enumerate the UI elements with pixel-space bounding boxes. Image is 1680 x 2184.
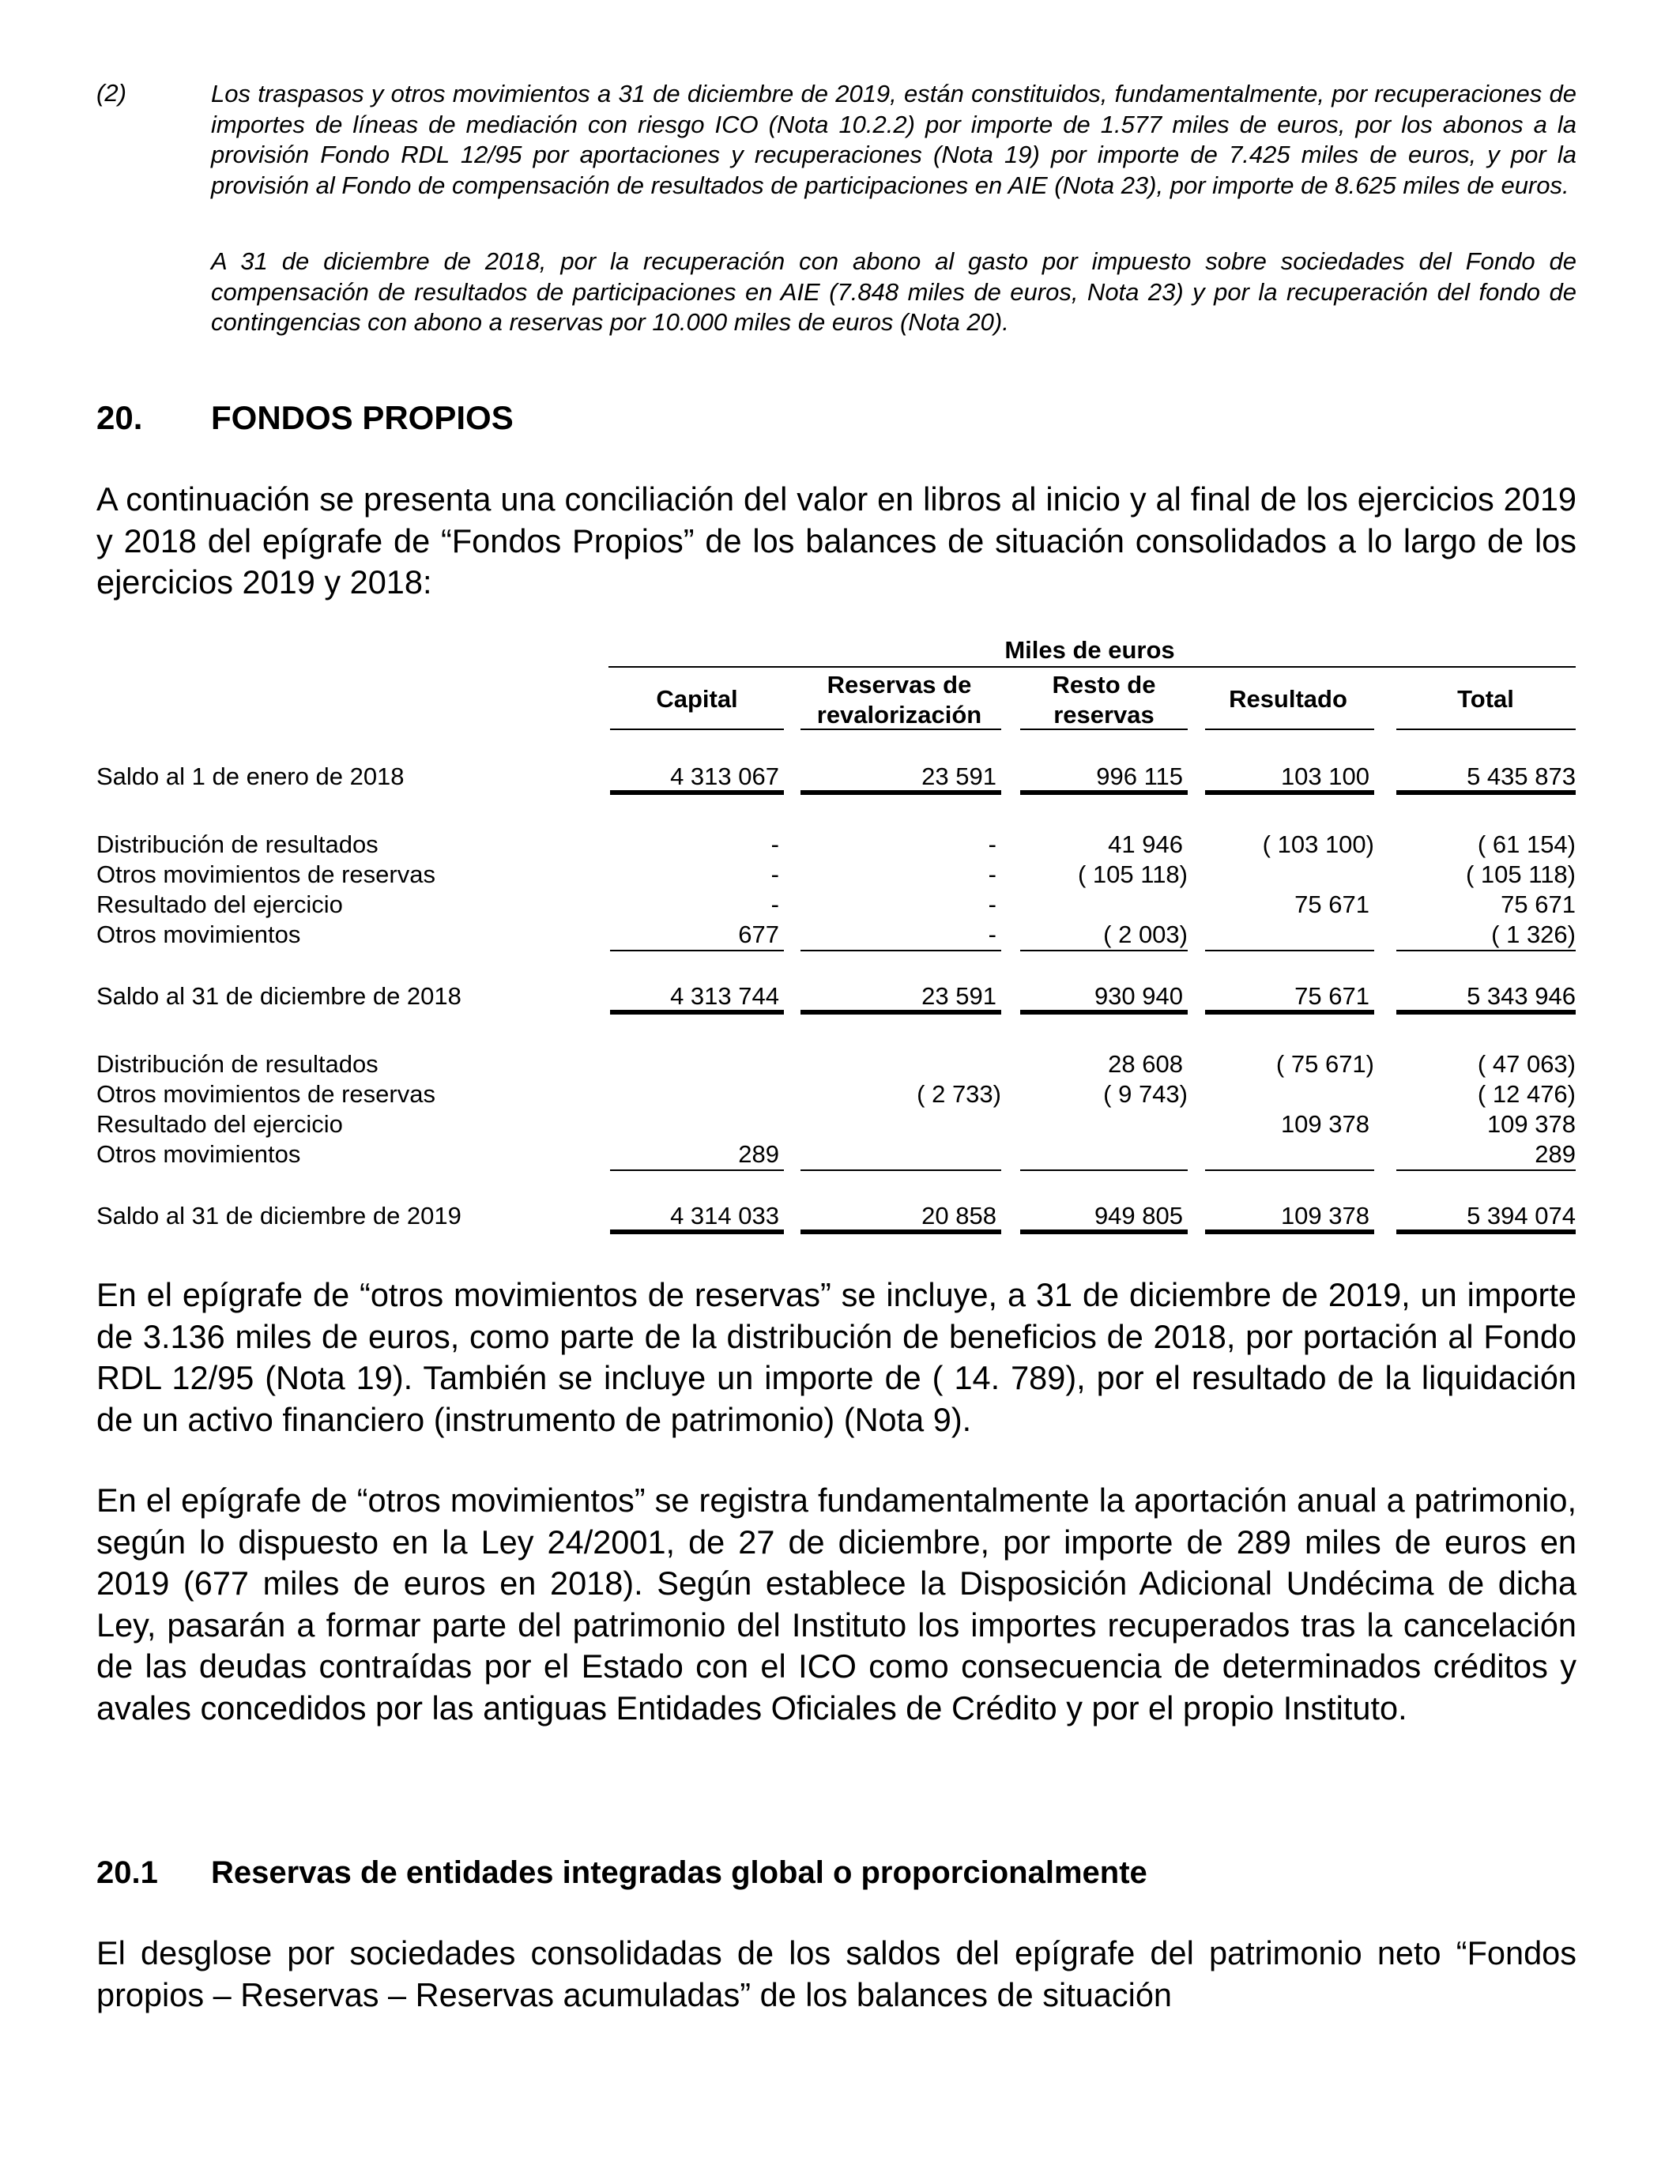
balance-rule bbox=[610, 1229, 784, 1234]
table-cell: 677 bbox=[738, 921, 779, 948]
table-cell: ( 103 100) bbox=[1262, 830, 1374, 858]
table-cell: 75 671 bbox=[1501, 891, 1576, 918]
table-cell: 103 100 bbox=[1280, 763, 1369, 790]
table-cell: 949 805 bbox=[1094, 1202, 1183, 1229]
row-label: Otros movimientos de reservas bbox=[96, 1080, 435, 1108]
subtotal-rule bbox=[610, 1169, 784, 1171]
subtotal-rule bbox=[1205, 1169, 1374, 1171]
col-underline bbox=[1205, 729, 1374, 730]
section-intro-paragraph: A continuación se presenta una conciliación del valor en libros al inicio y al final de los ejercicios 2019 y 2018 del epígrafe de “Fondos Propios” de los balances de situación consolidados a lo largo de los ejercicios 2019 y 2018: bbox=[96, 480, 1576, 601]
table-cell: ( 75 671) bbox=[1275, 1050, 1374, 1078]
footnote-paragraph-1: Los traspasos y otros movimientos a 31 de diciembre de 2019, están constituidos, fundamentalmente, por recuperaciones de importes de líneas de mediación con riesgo ICO (Nota 10.2.2) por importe de 1.577 miles de euros, por los abonos a la provisión Fondo RDL 12/95 por aportaciones y recuperaciones (Nota 19) por importe de 7.425 miles de euros, y por la provisión al Fondo de compensación de resultados de participaciones en AIE (Nota 23), por importe de 8.625 miles de euros. bbox=[211, 80, 1576, 199]
col-header-resto-reservas: Resto de reservas bbox=[1052, 671, 1156, 729]
subsection-number: 20.1 bbox=[96, 1855, 158, 1890]
subtotal-rule bbox=[1205, 950, 1374, 951]
table-cell: 75 671 bbox=[1294, 891, 1369, 918]
col-underline bbox=[1020, 729, 1188, 730]
table-cell: ( 47 063) bbox=[1477, 1050, 1576, 1078]
subtotal-rule bbox=[1020, 1169, 1188, 1171]
subsection-intro-paragraph: El desglose por sociedades consolidadas de los saldos del epígrafe del patrimonio neto “Fondos propios – Reservas – Reservas acumuladas” de los balances de situación bbox=[96, 1934, 1576, 2013]
header-rule bbox=[608, 666, 1576, 668]
row-label: Otros movimientos de reservas bbox=[96, 860, 435, 888]
table-cell: 4 313 744 bbox=[670, 982, 779, 1010]
footnote-paragraph-2: A 31 de diciembre de 2018, por la recuperación con abono al gasto por impuesto sobre sociedades del Fondo de compensación de resultados de participaciones en AIE (7.848 miles de euros, Nota 23) y por la recuperación del fondo de contingencias con abono a reservas por 10.000 miles de euros (Nota 20). bbox=[211, 247, 1576, 336]
col-underline bbox=[610, 729, 784, 730]
table-cell: ( 61 154) bbox=[1477, 830, 1576, 858]
row-label: Distribución de resultados bbox=[96, 1050, 379, 1078]
section-number: 20. bbox=[96, 399, 143, 436]
table-cell: 109 378 bbox=[1280, 1202, 1369, 1229]
table-cell: 23 591 bbox=[921, 982, 996, 1010]
table-cell: - bbox=[770, 830, 779, 858]
row-label: Saldo al 1 de enero de 2018 bbox=[96, 763, 405, 790]
table-cell: 109 378 bbox=[1280, 1110, 1369, 1138]
row-label: Otros movimientos bbox=[96, 921, 301, 948]
table-cell: ( 105 118) bbox=[1465, 860, 1576, 888]
table-cell: 5 435 873 bbox=[1467, 763, 1576, 790]
table-cell: 4 313 067 bbox=[670, 763, 779, 790]
table-cell: 23 591 bbox=[921, 763, 996, 790]
balance-rule bbox=[1396, 790, 1576, 795]
balance-rule bbox=[610, 790, 784, 795]
table-cell: 930 940 bbox=[1094, 982, 1183, 1010]
balance-rule bbox=[1396, 1229, 1576, 1234]
table-cell: 996 115 bbox=[1096, 763, 1183, 790]
table-cell: 289 bbox=[738, 1140, 779, 1168]
table-cell: ( 2 733) bbox=[917, 1080, 1001, 1108]
subsection-title: Reservas de entidades integradas global o proporcionalmente bbox=[211, 1855, 1147, 1890]
table-cell: 41 946 bbox=[1108, 830, 1183, 858]
balance-rule bbox=[800, 1010, 1001, 1015]
row-label: Saldo al 31 de diciembre de 2018 bbox=[96, 982, 461, 1010]
table-cell: - bbox=[988, 921, 996, 948]
paragraph-otros-movimientos-reservas: En el epígrafe de “otros movimientos de reservas” se incluye, a 31 de diciembre de 2019, un importe de 3.136 miles de euros, como parte de la distribución de beneficios de 2018, por portación al Fondo RDL 12/95 (Nota 19). También se incluye un importe de ( 14. 789), por el resultado de la liquidación de un activo financiero (instrumento de patrimonio) (Nota 9). bbox=[96, 1276, 1576, 1438]
section-title: FONDOS PROPIOS bbox=[211, 399, 514, 436]
col-header-reservas-revalorizacion: Reservas de revalorización bbox=[816, 671, 982, 729]
subtotal-rule bbox=[800, 1169, 1001, 1171]
balance-rule bbox=[800, 1229, 1001, 1234]
paragraph-otros-movimientos: En el epígrafe de “otros movimientos” se registra fundamentalmente la aportación anual a patrimonio, según lo dispuesto en la Ley 24/2001, de 27 de diciembre, por importe de 289 miles de euros en 2019 (677 miles de euros en 2018). Según establece la Disposición Adicional Undécima de dicha Ley, pasarán a formar parte del patrimonio del Instituto los importes recuperados tras la cancelación de las deudas contraídas por el Estado con el ICO como consecuencia de determinados créditos y avales concedidos por las antiguas Entidades Oficiales de Crédito y por el propio Instituto. bbox=[96, 1482, 1576, 1726]
subtotal-rule bbox=[610, 950, 784, 951]
col-header-total: Total bbox=[1457, 685, 1514, 713]
row-label: Resultado del ejercicio bbox=[96, 1110, 343, 1138]
table-cell: - bbox=[770, 860, 779, 888]
balance-rule bbox=[1020, 1010, 1188, 1015]
table-cell: 109 378 bbox=[1486, 1110, 1576, 1138]
table-cell: - bbox=[988, 891, 996, 918]
balance-rule bbox=[1205, 790, 1374, 795]
balance-rule bbox=[1205, 1010, 1374, 1015]
balance-rule bbox=[1020, 1229, 1188, 1234]
row-label: Otros movimientos bbox=[96, 1140, 301, 1168]
balance-rule bbox=[610, 1010, 784, 1015]
table-cell: 4 314 033 bbox=[670, 1202, 779, 1229]
subtotal-rule bbox=[1396, 950, 1576, 951]
table-cell: ( 1 326) bbox=[1491, 921, 1576, 948]
table-cell: - bbox=[770, 891, 779, 918]
subtotal-rule bbox=[800, 950, 1001, 951]
table-cell: 28 608 bbox=[1108, 1050, 1183, 1078]
table-cell: 75 671 bbox=[1294, 982, 1369, 1010]
table-cell: 289 bbox=[1535, 1140, 1576, 1168]
subtotal-rule bbox=[1020, 950, 1188, 951]
table-cell: ( 9 743) bbox=[1103, 1080, 1188, 1108]
row-label: Distribución de resultados bbox=[96, 830, 379, 858]
col-header-resultado: Resultado bbox=[1229, 685, 1347, 713]
balance-rule bbox=[1020, 790, 1188, 795]
footnote-marker: (2) bbox=[96, 79, 126, 107]
table-cell: 5 343 946 bbox=[1467, 982, 1576, 1010]
table-unit-header: Miles de euros bbox=[1004, 636, 1175, 664]
table-cell: ( 12 476) bbox=[1477, 1080, 1576, 1108]
row-label: Resultado del ejercicio bbox=[96, 891, 343, 918]
balance-rule bbox=[1205, 1229, 1374, 1234]
table-cell: ( 105 118) bbox=[1077, 860, 1188, 888]
col-underline bbox=[1396, 729, 1576, 730]
table-cell: 5 394 074 bbox=[1467, 1202, 1576, 1229]
balance-rule bbox=[1396, 1010, 1576, 1015]
table-cell: - bbox=[988, 860, 996, 888]
balance-rule bbox=[800, 790, 1001, 795]
col-underline bbox=[800, 729, 1001, 730]
table-cell: 20 858 bbox=[921, 1202, 996, 1229]
row-label: Saldo al 31 de diciembre de 2019 bbox=[96, 1202, 461, 1229]
subtotal-rule bbox=[1396, 1169, 1576, 1171]
table-cell: - bbox=[988, 830, 996, 858]
col-header-capital: Capital bbox=[656, 685, 738, 713]
table-cell: ( 2 003) bbox=[1103, 921, 1188, 948]
